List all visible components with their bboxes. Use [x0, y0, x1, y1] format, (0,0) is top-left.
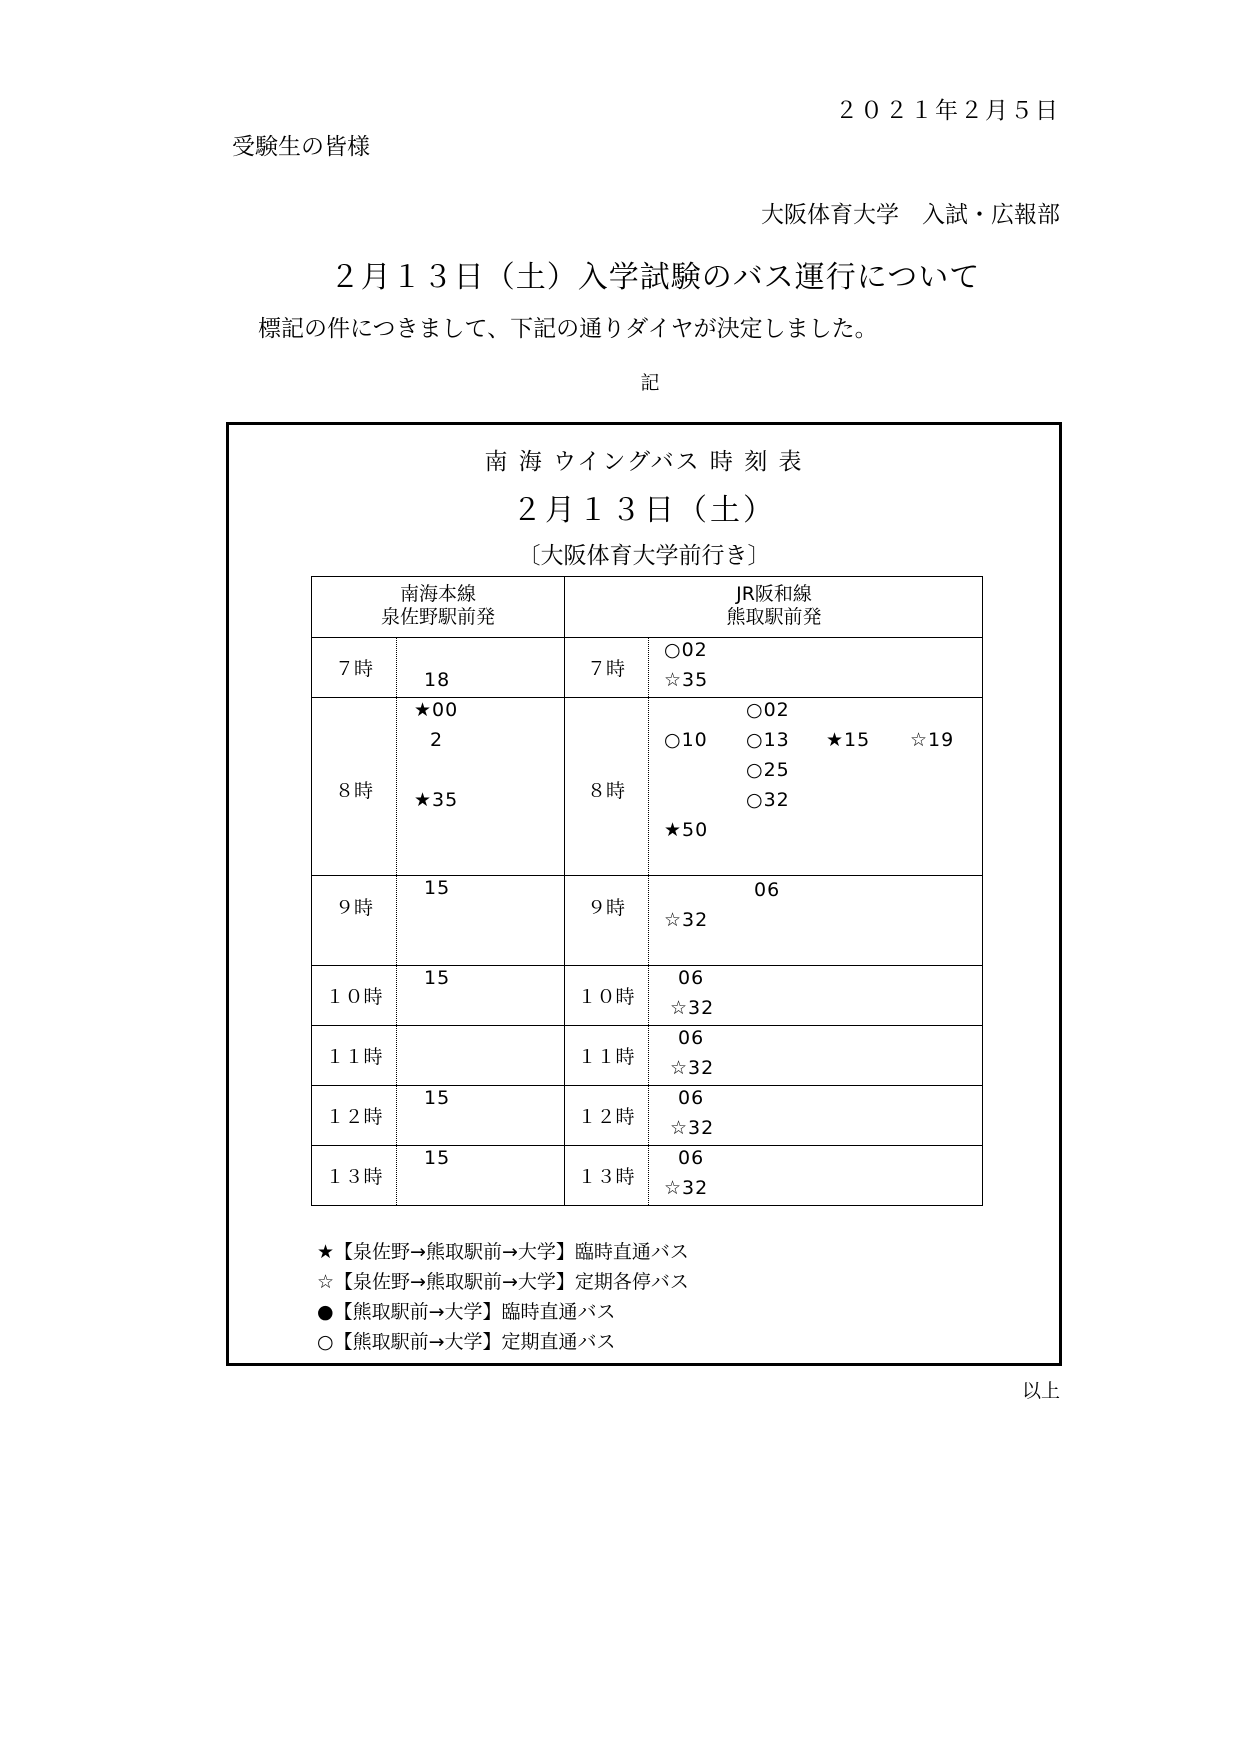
hour-label-left: １１時	[325, 1046, 383, 1068]
departure-time: ○32	[746, 789, 790, 811]
departure-time: ★35	[414, 789, 459, 811]
header-nankai	[312, 583, 564, 629]
departure-time: 06	[754, 879, 781, 901]
header-jr	[564, 583, 984, 629]
timetable-box	[226, 422, 1062, 1366]
legend-item: ○【熊取駅前→大学】定期直通バス	[317, 1331, 616, 1353]
legend-item: ●【熊取駅前→大学】臨時直通バス	[317, 1301, 616, 1323]
departure-time: 06	[678, 1087, 705, 1109]
departure-time: ☆32	[664, 1177, 709, 1199]
header-nankai-line: 南海本線	[399, 583, 476, 605]
addressee: 受験生の皆様	[232, 134, 370, 160]
departure-time: 2	[430, 729, 444, 751]
hour-label-left: ８時	[334, 780, 373, 802]
header-nankai-station: 泉佐野駅前発	[380, 606, 495, 628]
departure-time: 15	[424, 1087, 451, 1109]
timetable-destination: 〔大阪体育大学前行き〕	[517, 543, 771, 569]
departure-time: 15	[424, 967, 451, 989]
departure-time: ☆19	[910, 729, 955, 751]
timetable-date: ２月１３日（土）	[512, 493, 776, 528]
hour-label-right: １０時	[577, 986, 635, 1008]
intro-text: 標記の件につきまして、下記の通りダイヤが決定しました。	[258, 316, 878, 342]
hour-label-right: １１時	[577, 1046, 635, 1068]
document-date: ２０２１年２月５日	[835, 98, 1060, 124]
ki-mark: 記	[640, 372, 660, 394]
departure-time: ☆32	[664, 909, 709, 931]
hour-label-left: ７時	[334, 658, 373, 680]
legend-item: ☆【泉佐野→熊取駅前→大学】定期各停バス	[317, 1271, 689, 1293]
departure-time: 15	[424, 877, 451, 899]
timetable-table	[311, 576, 983, 1206]
row-divider	[312, 697, 982, 698]
legend-item: ★【泉佐野→熊取駅前→大学】臨時直通バス	[317, 1241, 689, 1263]
departure-time: ○25	[746, 759, 790, 781]
departure-time: ☆32	[670, 1117, 715, 1139]
departure-time: 18	[424, 669, 451, 691]
departure-time: ☆35	[664, 669, 709, 691]
hour-label-left: １０時	[325, 986, 383, 1008]
hour-divider-left	[396, 637, 397, 1205]
row-divider	[312, 1085, 982, 1086]
sender: 大阪体育大学 入試・広報部	[761, 202, 1060, 228]
hour-label-right: ９時	[586, 897, 625, 919]
departure-time: ○02	[664, 639, 708, 661]
departure-time: ★15	[826, 729, 871, 751]
row-divider	[312, 637, 982, 638]
departure-time: 06	[678, 967, 705, 989]
departure-time: ○02	[746, 699, 790, 721]
hour-label-left: ９時	[334, 897, 373, 919]
hour-label-right: ８時	[586, 780, 625, 802]
departure-time: ☆32	[670, 997, 715, 1019]
departure-time: ☆32	[670, 1057, 715, 1079]
departure-time: 15	[424, 1147, 451, 1169]
hour-label-left: １３時	[325, 1166, 383, 1188]
header-jr-station: 熊取駅前発	[726, 606, 822, 628]
departure-time: 06	[678, 1147, 705, 1169]
departure-time: ○13	[746, 729, 790, 751]
closing-mark: 以上	[1021, 1380, 1060, 1402]
row-divider	[312, 1145, 982, 1146]
departure-time: 06	[678, 1027, 705, 1049]
hour-label-right: ７時	[586, 658, 625, 680]
document-title: ２月１３日（土）入学試験のバス運行について	[329, 260, 981, 295]
row-divider	[312, 1025, 982, 1026]
departure-time: ★50	[664, 819, 709, 841]
hour-label-right: １２時	[577, 1106, 635, 1128]
row-divider	[312, 965, 982, 966]
hour-divider-right	[648, 637, 649, 1205]
departure-time: ○10	[664, 729, 708, 751]
departure-time: ★00	[414, 699, 459, 721]
row-divider	[312, 875, 982, 876]
header-jr-line: JR阪和線	[736, 583, 812, 605]
timetable-title: 南 海 ウイングバス 時 刻 表	[484, 449, 804, 475]
hour-label-left: １２時	[325, 1106, 383, 1128]
hour-label-right: １３時	[577, 1166, 635, 1188]
